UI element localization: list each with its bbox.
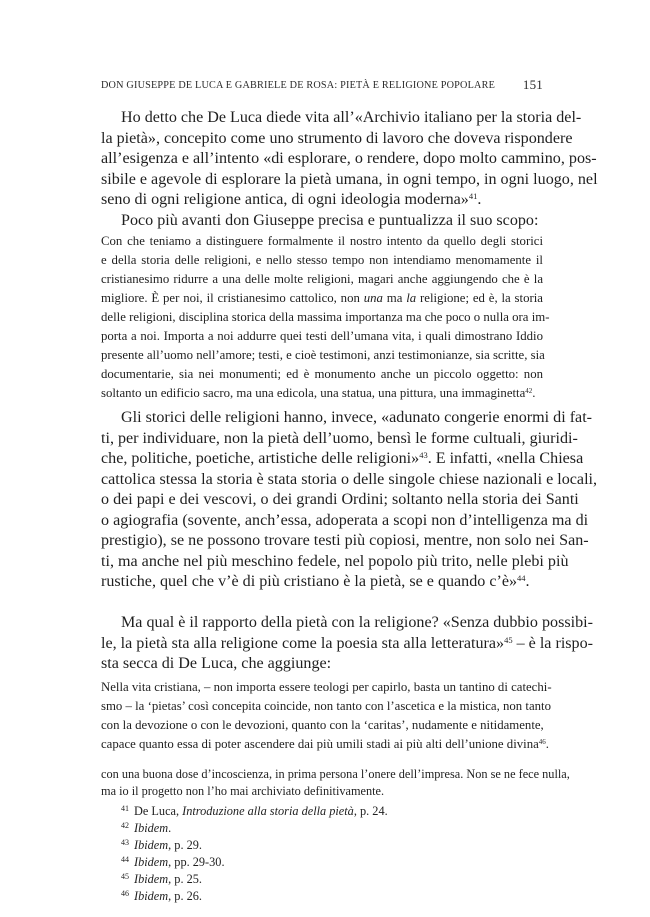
footnote-ref: 46 (538, 738, 546, 746)
running-title: DON GIUSEPPE DE LUCA E GABRIELE DE ROSA: PIETÀ E RELIGIONE POPOLARE (101, 80, 496, 91)
paragraph-2 (101, 408, 598, 593)
paragraph-3 (101, 613, 594, 675)
footnote-item: $^{41}$ De Luca, Introduzione alla storia della pietà, p. 24. (121, 804, 388, 818)
footnote-item: $^{44}$ Ibidem, pp. 29-30. (121, 855, 225, 869)
quote-line: smo – la ‘pietas’ così concepita coincide, non tanto con l’ascetica e la mistica, non tanto (101, 699, 551, 713)
quote-line: cristianesimo ridurre a una delle molte religioni, magari anche aggiungendo che è la (101, 272, 543, 286)
quote-line: soltanto un edificio sacro, ma una edicola, una statua, una pittura, una immaginetta$^{42}$. (101, 386, 536, 400)
quote-line: presente all’uomo nell’amore; testi, e cioè testimoni, anzi testimonianze, sia scritte, sia (101, 348, 545, 362)
text-line: che, politiche, poetiche, artistiche delle religioni»$^{43}$. E infatti, «nella Chiesa (101, 450, 584, 467)
footnote-ref: 45 (504, 634, 513, 645)
running-header (101, 77, 543, 97)
footnote-continuation: con una buona dose d’incoscienza, in prima persona l’onere dell’impresa. Non se ne fece nulla, (101, 767, 570, 781)
text-line: sta secca di De Luca, che aggiunge: (101, 655, 332, 672)
text-line: Ho detto che De Luca diede vita all’«Archivio italiano per la storia del- (121, 109, 582, 126)
quote-line: porta a noi. Importa a noi addurre quei testi dell’umana vita, i quali dimostrano Iddio (101, 329, 543, 343)
text-line: le, la pietà sta alla religione come la poesia sta alla letteratura»$^{45}$ – è la rispo- (101, 634, 594, 652)
quote-line: documentarie, sia nei monumenti; ed è monumento anche un piccolo oggetto: non (101, 367, 543, 381)
text-line: all’esigenza e all’intento «di esplorare, o rendere, dopo molto cammino, pos- (101, 150, 597, 167)
text-line: prestigio), se ne possono trovare testi più copiosi, mentre, non solo nei San- (101, 532, 589, 549)
quote-line: delle religioni, disciplina storica della massima importanza ma che poco o nulla ora im- (101, 310, 550, 324)
text-line: Gli storici delle religioni hanno, invece, «adunato congerie enormi di fat- (121, 409, 593, 426)
block-quote-2 (101, 678, 552, 754)
text-line: cattolica stessa la storia è stata storia o delle singole chiese nazionali e locali, (101, 470, 598, 488)
quote-line: Con che teniamo a distinguere formalmente il nostro intento da quello degli storici (101, 234, 543, 248)
footnote-item: $^{43}$ Ibidem, p. 29. (121, 838, 202, 852)
text-line: o dei papi e dei vescovi, o dei grandi Ordini; soltanto nella storia dei Santi (101, 491, 579, 508)
text-line: ti, ma anche nel più meschino fedele, nel popolo più trito, nelle plebi più (101, 552, 569, 570)
quote-line: migliore. È per noi, il cristianesimo cattolico, non una ma la religione; ed è, la storia (101, 291, 543, 305)
footnote-continuation: ma io il progetto non l’ho mai archiviato definitivamente. (101, 784, 385, 798)
footnote-ref: 42 (525, 387, 533, 395)
footnote-item: $^{46}$ Ibidem, p. 26. (121, 889, 202, 903)
block-quote-1 (101, 232, 550, 403)
text-line: Ma qual è il rapporto della pietà con la religione? «Senza dubbio possibi- (121, 614, 593, 631)
quote-line: capace quanto essa di poter ascendere dai più umili stadi ai più alti dell’unione divina$^{46}$. (101, 737, 549, 751)
footnote-ref: 43 (419, 450, 428, 460)
footnote-ref: 41 (468, 191, 478, 201)
text-line: ti, per individuare, non la pietà dell’uomo, bensì le forme cultuali, giuridi- (101, 429, 578, 447)
quote-line: Nella vita cristiana, – non importa essere teologi per capirlo, basta un tantino di catechi- (101, 680, 552, 694)
footnotes (101, 766, 570, 903)
text-line: o agiografia (sovente, anch’essa, adoperata a scopi non d’intelligenza ma di (101, 511, 589, 529)
text-line: la pietà», concepito come uno strumento di lavoro che doveva rispondere (101, 129, 573, 147)
footnote-item: $^{45}$ Ibidem, p. 25. (121, 872, 202, 886)
text-line: seno di ogni religione antica, di ogni ideologia moderna»$^{41}$. (101, 191, 482, 208)
footnote-item: $^{42}$ Ibidem. (121, 821, 172, 835)
page-number: 151 (522, 77, 543, 92)
paragraph-1 (101, 108, 598, 231)
text-line: Poco più avanti don Giuseppe precisa e puntualizza il suo scopo: (121, 211, 539, 229)
quote-line: e della storia delle religioni, e nello stesso tempo non intendiamo menomamente il (101, 253, 543, 267)
text-line: sibile e agevole di esplorare la pietà umana, in ogni tempo, in ogni luogo, nel (101, 170, 598, 188)
text-line: rustiche, quel che v’è di più cristiano è la pietà, se e quando c’è»$^{44}$. (101, 573, 530, 590)
quote-line: con la devozione o con le devozioni, quanto con la ‘caritas’, nudamente e nitidamente, (101, 718, 544, 732)
footnote-ref: 44 (517, 573, 526, 583)
